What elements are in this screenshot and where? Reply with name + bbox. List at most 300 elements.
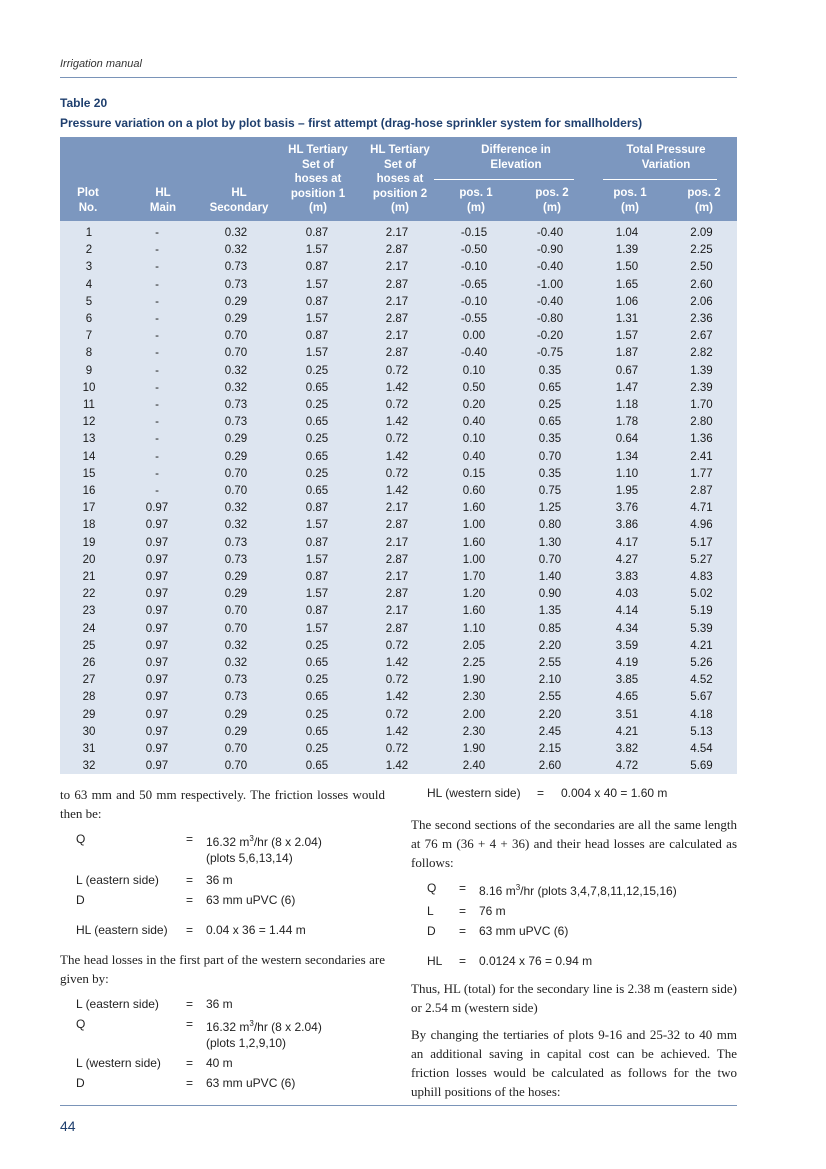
- table-cell: 3: [85, 261, 93, 274]
- table-row: [60, 621, 737, 638]
- table-cell: 4.27: [615, 553, 639, 566]
- table-cell: 0.87: [305, 227, 329, 239]
- equation-row: D = 63 mm uPVC (6): [427, 924, 569, 938]
- table-cell: -: [155, 450, 159, 463]
- table-cell: 1.42: [385, 657, 409, 670]
- header-hl-secondary: HL Secondary: [209, 187, 269, 214]
- table-cell: 0.87: [305, 295, 329, 308]
- table-row: [60, 672, 737, 689]
- header-diff-pos1: pos. 1 (m): [459, 187, 493, 214]
- table-cell: 0.65: [305, 657, 329, 670]
- table-cell: 1.00: [462, 519, 486, 532]
- table-cell: 2.00: [462, 708, 486, 721]
- equation-block-2: [60, 996, 385, 1091]
- table-cell: -0.90: [536, 244, 564, 257]
- table-cell: 18: [82, 519, 96, 532]
- table-cell: 2.15: [538, 743, 562, 756]
- table-cell: 0.87: [305, 605, 329, 618]
- table-cell: 1.60: [462, 536, 486, 549]
- table-cell: 31: [82, 743, 96, 756]
- table-cell: 1.95: [615, 485, 639, 498]
- table-row: [60, 603, 737, 620]
- table-cell: -0.75: [536, 347, 564, 360]
- table-cell: -0.40: [536, 227, 564, 239]
- table-cell: 1.65: [615, 278, 639, 291]
- table-cell: 0.20: [462, 399, 486, 412]
- table-cell: 0.97: [145, 605, 169, 618]
- table-cell: 0.97: [145, 639, 169, 652]
- table-cell: 0.25: [305, 399, 329, 412]
- table-cell: -0.80: [536, 313, 564, 326]
- table-cell: -: [155, 227, 159, 239]
- table-cell: 0.29: [224, 450, 248, 463]
- table-cell: 1.40: [538, 571, 562, 584]
- equation-row: D = 63 mm uPVC (6): [76, 893, 296, 907]
- table-caption: Pressure variation on a plot by plot basis – first attempt (drag-hose sprinkler system for smallholders): [60, 116, 643, 130]
- table-cell: 0.87: [305, 536, 329, 549]
- table-cell: 0.25: [538, 399, 562, 412]
- table-cell: 2.50: [690, 261, 713, 274]
- header-diff-divider: [434, 179, 574, 180]
- table-cell: 0.97: [145, 571, 169, 584]
- table-cell: 0.70: [224, 760, 248, 773]
- table-cell: 13: [82, 433, 96, 446]
- table-cell: 1.39: [690, 364, 713, 377]
- table-row: [60, 586, 737, 603]
- table-row: [60, 724, 737, 741]
- table-row: [60, 483, 737, 500]
- table-cell: -0.10: [460, 295, 488, 308]
- table-cell: 0.73: [224, 536, 248, 549]
- table-cell: 26: [82, 657, 96, 670]
- table-cell: 4.83: [690, 571, 713, 584]
- table-cell: 1.57: [305, 519, 329, 532]
- table-cell: 0.87: [305, 330, 329, 343]
- equation-row-hl-western: HL (western side) = 0.004 x 40 = 1.60 m: [427, 786, 668, 800]
- table-cell: 4.54: [690, 743, 713, 756]
- table-cell: 0.29: [224, 571, 248, 584]
- table-cell: 5.17: [690, 536, 713, 549]
- table-cell: 5.19: [690, 605, 713, 618]
- table-cell: 4.19: [615, 657, 639, 670]
- table-row: [60, 380, 737, 397]
- table-cell: 0.65: [305, 725, 329, 738]
- table-cell: -0.20: [536, 330, 564, 343]
- table-cell: 3.76: [615, 502, 639, 515]
- table-cell: -: [155, 485, 159, 498]
- left-column: [60, 785, 385, 1091]
- table-cell: 4.34: [615, 622, 639, 635]
- table-cell: 2.17: [385, 330, 409, 343]
- table-row: [60, 500, 737, 517]
- table-cell: 0.97: [145, 674, 169, 687]
- table-cell: 0.70: [224, 467, 248, 480]
- table-cell: 1: [85, 227, 93, 239]
- table-cell: 2.60: [690, 278, 713, 291]
- table-row: [60, 242, 737, 259]
- table-cell: 0.70: [224, 743, 248, 756]
- table-cell: 0.32: [224, 639, 248, 652]
- table-row: [60, 466, 737, 483]
- table-cell: 0.72: [385, 708, 409, 721]
- table-cell: 22: [82, 588, 96, 601]
- table-row: [60, 741, 737, 758]
- table-cell: 1.50: [615, 261, 639, 274]
- table-cell: 0.65: [305, 691, 329, 704]
- table-cell: 1.57: [305, 588, 329, 601]
- table-cell: 0.72: [385, 433, 409, 446]
- table-cell: 1.10: [615, 467, 639, 480]
- table-cell: 1.42: [385, 416, 409, 429]
- table-cell: 0.97: [145, 622, 169, 635]
- table-cell: 9: [85, 364, 93, 377]
- table-cell: 0.72: [385, 467, 409, 480]
- table-cell: 2.45: [538, 725, 562, 738]
- table-row: [60, 758, 737, 775]
- table-cell: 0.25: [305, 674, 329, 687]
- table-cell: 4.18: [690, 708, 713, 721]
- table-cell: 3.85: [615, 674, 639, 687]
- table-cell: 1.77: [690, 467, 713, 480]
- equation-row: Q = 16.32 $m^3/hr$ (8 x 2.04): [76, 1017, 322, 1034]
- table-cell: 0.32: [224, 519, 248, 532]
- footer-rule: [60, 1105, 737, 1106]
- header-total-pos2: pos. 2 (m): [687, 187, 721, 214]
- table-cell: 1.42: [385, 760, 409, 773]
- table-cell: 1.60: [462, 605, 486, 618]
- table-cell: 0.97: [145, 502, 169, 515]
- table-cell: 3.83: [615, 571, 639, 584]
- table-cell: 2.17: [385, 571, 409, 584]
- table-cell: 7: [85, 330, 93, 343]
- table-cell: 12: [82, 416, 96, 429]
- table-cell: 1.35: [538, 605, 562, 618]
- table-cell: 0.72: [385, 364, 409, 377]
- right-column: [411, 785, 737, 1109]
- table-cell: 20: [82, 553, 96, 566]
- table-cell: 4.65: [615, 691, 639, 704]
- table-row: [60, 655, 737, 672]
- table-cell: 21: [82, 571, 96, 584]
- table-cell: 1.57: [615, 330, 639, 343]
- equation-row: Q = 16.32 $m^3/hr$ (8 x 2.04): [76, 832, 322, 849]
- table-cell: 2.10: [538, 674, 562, 687]
- table-cell: 0.67: [615, 364, 639, 377]
- table-cell: 14: [82, 450, 96, 463]
- table-cell: 0.73: [224, 278, 248, 291]
- table-cell: 0.32: [224, 364, 248, 377]
- table-cell: 2.25: [462, 657, 486, 670]
- table-cell: 29: [82, 708, 96, 721]
- table-cell: 1.57: [305, 622, 329, 635]
- table-cell: 1.39: [615, 244, 639, 257]
- table-cell: 23: [82, 605, 96, 618]
- table-cell: 1.00: [462, 553, 486, 566]
- table-cell: 0.65: [305, 485, 329, 498]
- table-cell: 0.29: [224, 725, 248, 738]
- table-cell: 5.02: [690, 588, 713, 601]
- table-cell: 0.73: [224, 553, 248, 566]
- table-cell: 1.34: [615, 450, 639, 463]
- table-cell: -0.50: [460, 244, 488, 257]
- table-cell: 2.67: [690, 330, 713, 343]
- table-cell: 1.42: [385, 485, 409, 498]
- table-cell: 25: [82, 639, 96, 652]
- table-cell: -0.40: [460, 347, 488, 360]
- table-cell: 4.52: [690, 674, 713, 687]
- table-cell: -0.40: [536, 295, 564, 308]
- table-cell: 1.42: [385, 450, 409, 463]
- table-cell: -: [155, 313, 159, 326]
- table-cell: 0.70: [538, 553, 562, 566]
- table-row: [60, 311, 737, 328]
- table-row: [60, 552, 737, 569]
- table-cell: 0.72: [385, 639, 409, 652]
- table-cell: 0.29: [224, 588, 248, 601]
- table-cell: 0.65: [305, 416, 329, 429]
- table-row: [60, 363, 737, 380]
- table-cell: -0.55: [460, 313, 488, 326]
- table-row: [60, 397, 737, 414]
- header-plot: Plot No.: [77, 187, 99, 214]
- table-cell: 0.97: [145, 657, 169, 670]
- table-cell: 2.40: [462, 760, 486, 773]
- table-cell: 1.42: [385, 381, 409, 394]
- table-cell: 1.57: [305, 347, 329, 360]
- header-total-pos1: pos. 1 (m): [613, 187, 647, 214]
- table-cell: 0.73: [224, 399, 248, 412]
- table-cell: 2.87: [385, 347, 409, 360]
- table-cell: 8: [85, 347, 93, 360]
- table-cell: 28: [82, 691, 96, 704]
- equation-block-3: [411, 880, 737, 969]
- table-cell: 4.72: [615, 760, 639, 773]
- table-cell: 0.87: [305, 571, 329, 584]
- table-cell: 0.35: [538, 364, 562, 377]
- table-cell: 1.60: [462, 502, 486, 515]
- table-cell: 0.65: [538, 416, 562, 429]
- table-cell: 0.32: [224, 244, 248, 257]
- table-cell: 10: [82, 381, 96, 394]
- table-cell: 4.17: [615, 536, 639, 549]
- table-cell: 0.97: [145, 725, 169, 738]
- table-cell: 3.82: [615, 743, 639, 756]
- header-total-group: Total Pressure Variation: [626, 144, 706, 171]
- table-cell: 2.36: [690, 313, 713, 326]
- table-cell: 0.10: [462, 433, 486, 446]
- table-cell: 0.97: [145, 743, 169, 756]
- table-cell: 2.39: [690, 381, 713, 394]
- table-cell: 2.87: [385, 588, 409, 601]
- table-cell: 1.47: [615, 381, 639, 394]
- table-cell: 0.90: [538, 588, 562, 601]
- table-cell: 4.96: [690, 519, 713, 532]
- table-cell: 0.87: [305, 261, 329, 274]
- table-cell: 2.55: [538, 657, 562, 670]
- header-tertiary-1: HL Tertiary Set of hoses at position 1 (m): [288, 144, 348, 214]
- table-cell: 0.72: [385, 674, 409, 687]
- table-cell: 2.17: [385, 227, 409, 239]
- table-cell: 0.64: [615, 433, 639, 446]
- table-cell: 0.32: [224, 381, 248, 394]
- table-cell: 5.13: [690, 725, 713, 738]
- running-header: Irrigation manual: [60, 58, 142, 70]
- table-row: [60, 414, 737, 431]
- table-row: [60, 569, 737, 586]
- equation-row: (plots 5,6,13,14): [206, 851, 293, 865]
- table-cell: -: [155, 416, 159, 429]
- table-cell: 5.39: [690, 622, 713, 635]
- table-cell: 5.26: [690, 657, 713, 670]
- table-cell: 1.90: [462, 674, 486, 687]
- table-cell: 1.90: [462, 743, 486, 756]
- table-cell: 1.42: [385, 691, 409, 704]
- table-row: [60, 638, 737, 655]
- table-cell: 0.97: [145, 536, 169, 549]
- table-cell: 2.17: [385, 605, 409, 618]
- table-cell: -: [155, 261, 159, 274]
- table-cell: -0.40: [536, 261, 564, 274]
- table-cell: 0.65: [305, 760, 329, 773]
- table-cell: -: [155, 381, 159, 394]
- table-cell: 0.72: [385, 743, 409, 756]
- equation-row: L (western side) = 40 m: [76, 1056, 233, 1070]
- table-cell: -: [155, 244, 159, 257]
- equation-row: D = 63 mm uPVC (6): [76, 1076, 296, 1090]
- table-cell: 1.78: [615, 416, 639, 429]
- table-cell: 2.60: [538, 760, 562, 773]
- header-total-divider: [603, 179, 717, 180]
- header-tertiary-2: HL Tertiary Set of hoses at position 2 (m): [370, 144, 430, 214]
- table-cell: -: [155, 330, 159, 343]
- table-cell: 0.70: [224, 485, 248, 498]
- table-row: [60, 225, 737, 242]
- table-row: [60, 294, 737, 311]
- table-cell: 2.82: [690, 347, 713, 360]
- table-cell: 0.25: [305, 467, 329, 480]
- right-paragraph-3: By changing the tertiaries of plots 9-16 and 25-32 to 40 mm an additional saving in capital cost can be achieved. The friction losses would be calculated as follows for the two uphill positions of the hoses:: [411, 1027, 737, 1099]
- table-cell: 0.97: [145, 760, 169, 773]
- table-cell: 0.73: [224, 691, 248, 704]
- table-cell: 1.87: [615, 347, 639, 360]
- table-cell: 2.20: [538, 639, 562, 652]
- table-cell: 2.87: [385, 622, 409, 635]
- table-cell: 2.87: [385, 313, 409, 326]
- table-cell: 2.87: [385, 519, 409, 532]
- table-cell: 2.87: [385, 553, 409, 566]
- table-cell: 0.29: [224, 313, 248, 326]
- table-header: [60, 137, 737, 221]
- table-cell: 0.70: [224, 622, 248, 635]
- table-cell: 1.57: [305, 278, 329, 291]
- table-cell: 1.18: [615, 399, 639, 412]
- table-cell: 3.51: [615, 708, 639, 721]
- table-cell: 4.71: [690, 502, 713, 515]
- table-cell: -: [155, 347, 159, 360]
- table-cell: 30: [82, 725, 96, 738]
- table-cell: 1.36: [690, 433, 713, 446]
- table-cell: 1.70: [462, 571, 486, 584]
- table-cell: 0.97: [145, 588, 169, 601]
- table-cell: 0.97: [145, 553, 169, 566]
- table-cell: 0.73: [224, 261, 248, 274]
- table-cell: -: [155, 364, 159, 377]
- table-cell: 0.10: [462, 364, 486, 377]
- table-cell: -: [155, 433, 159, 446]
- table-cell: 2.17: [385, 536, 409, 549]
- table-cell: -: [155, 278, 159, 291]
- table-cell: 1.04: [615, 227, 639, 239]
- table-cell: 1.10: [462, 622, 486, 635]
- table-cell: 0.73: [224, 416, 248, 429]
- table-cell: 2.09: [690, 227, 713, 239]
- table-cell: 4: [85, 278, 93, 291]
- table-cell: 2.30: [462, 725, 486, 738]
- table-cell: 0.72: [385, 399, 409, 412]
- table-cell: 2.17: [385, 295, 409, 308]
- table-row: [60, 535, 737, 552]
- equation-row: L (eastern side) = 36 m: [76, 997, 233, 1011]
- table-cell: 0.32: [224, 657, 248, 670]
- equation-row: L (eastern side) = 36 m: [76, 873, 233, 887]
- table-cell: 3.86: [615, 519, 639, 532]
- left-paragraph-2: The head losses in the first part of the western secondaries are given by:: [60, 952, 385, 986]
- table-number: Table 20: [60, 96, 108, 110]
- header-difference-group: Difference in Elevation: [481, 144, 551, 171]
- data-table: [60, 137, 737, 774]
- table-cell: 17: [82, 502, 96, 515]
- table-row: [60, 689, 737, 706]
- table-cell: 0.25: [305, 433, 329, 446]
- right-paragraph-2: Thus, HL (total) for the secondary line is 2.38 m (eastern side) or 2.54 m (western side): [411, 981, 737, 1015]
- table-cell: 27: [82, 674, 96, 687]
- table-body: [60, 225, 737, 776]
- table-cell: 0.15: [462, 467, 486, 480]
- table-cell: 0.25: [305, 743, 329, 756]
- table-cell: 0.32: [224, 502, 248, 515]
- table-cell: 0.97: [145, 519, 169, 532]
- table-cell: 0.73: [224, 674, 248, 687]
- table-cell: 1.31: [615, 313, 639, 326]
- table-cell: 0.65: [305, 450, 329, 463]
- table-cell: 1.57: [305, 313, 329, 326]
- header-hl-main: HL Main: [149, 187, 177, 214]
- table-cell: 4.21: [615, 725, 639, 738]
- table-cell: 0.85: [538, 622, 562, 635]
- table-cell: 0.50: [462, 381, 486, 394]
- equation-block-1: [60, 831, 385, 938]
- table-cell: 0.70: [538, 450, 562, 463]
- table-cell: 2.87: [385, 278, 409, 291]
- table-cell: 0.29: [224, 295, 248, 308]
- table-cell: 0.70: [224, 605, 248, 618]
- table-cell: 0.35: [538, 467, 562, 480]
- right-paragraph-1: The second sections of the secondaries are all the same length at 76 m (36 + 4 + 36) and their head losses are calculated as follows:: [411, 817, 737, 870]
- equation-row: Q = 8.16 $m^3/hr$ (plots 3,4,7,8,11,12,15,16): [427, 881, 677, 898]
- table-cell: 0.29: [224, 708, 248, 721]
- table-row: [60, 345, 737, 362]
- table-cell: 0.25: [305, 708, 329, 721]
- table-cell: 0.70: [224, 347, 248, 360]
- table-cell: 1.30: [538, 536, 562, 549]
- equation-row: HL (eastern side) = 0.04 x 36 = 1.44 m: [76, 923, 306, 937]
- table-cell: 11: [83, 399, 95, 412]
- table-cell: 5.27: [690, 553, 713, 566]
- table-cell: 1.20: [462, 588, 486, 601]
- table-cell: 0.70: [224, 330, 248, 343]
- table-cell: 1.25: [538, 502, 562, 515]
- table-row: [60, 259, 737, 276]
